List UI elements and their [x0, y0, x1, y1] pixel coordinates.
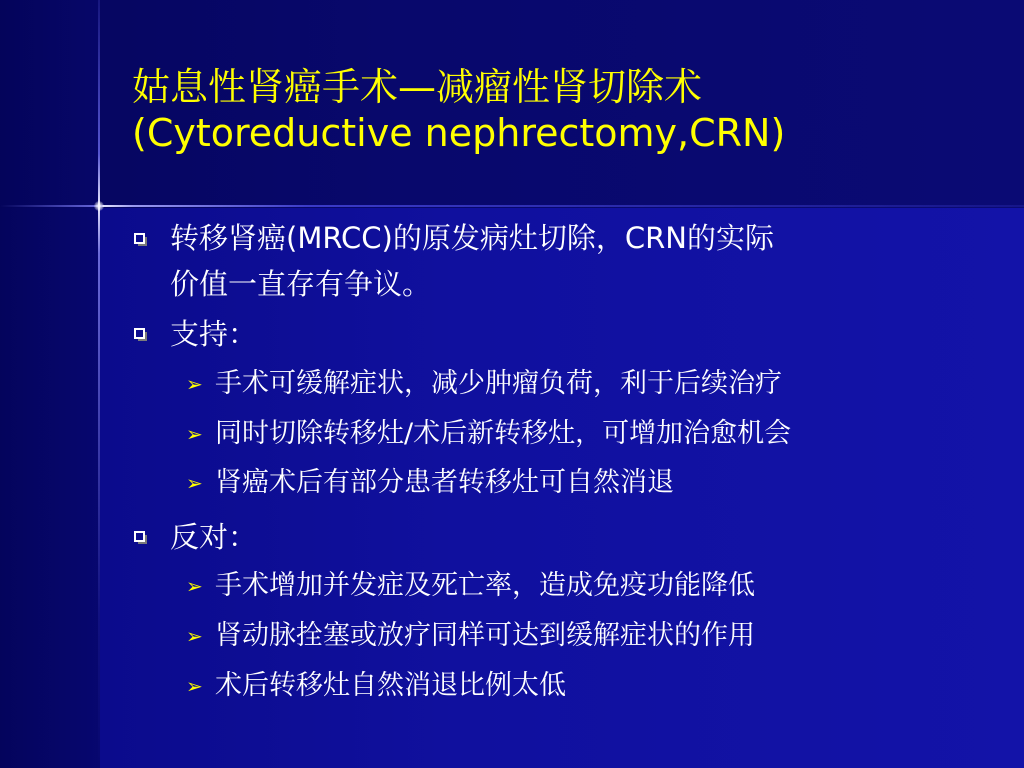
oppose-item-3: 术后转移灶自然消退比例太低 — [215, 670, 566, 701]
support-item-3: 肾癌术后有部分患者转移灶可自然消退 — [215, 467, 674, 498]
support-item-1: 手术可缓解症状，减少肿瘤负荷，利于后续治疗 — [215, 368, 782, 399]
support-item-2: 同时切除转移灶/术后新转移灶，可增加治愈机会 — [215, 418, 792, 449]
checkbox-bullet-icon — [134, 233, 145, 244]
checkbox-bullet-icon — [134, 328, 145, 339]
title-line-1: 姑息性肾癌手术—减瘤性肾切除术 — [132, 65, 703, 109]
oppose-item-1: 手术增加并发症及死亡率，造成免疫功能降低 — [215, 570, 755, 601]
arrowhead-bullet-icon: ➢ — [186, 372, 203, 396]
arrowhead-bullet-icon: ➢ — [186, 574, 203, 598]
title-line-2: (Cytoreductive nephrectomy,CRN) — [132, 111, 786, 155]
checkbox-bullet-icon — [134, 531, 145, 542]
arrowhead-bullet-icon: ➢ — [186, 471, 203, 495]
bullet-1-line-2: 价值一直存有争议。 — [170, 267, 432, 301]
bullet-3-label: 反对： — [170, 520, 258, 554]
bullet-1-line-1: 转移肾癌(MRCC)的原发病灶切除，CRN的实际 — [170, 221, 774, 255]
arrowhead-bullet-icon: ➢ — [186, 624, 203, 648]
arrowhead-bullet-icon: ➢ — [186, 422, 203, 446]
arrowhead-bullet-icon: ➢ — [186, 674, 203, 698]
oppose-item-2: 肾动脉拴塞或放疗同样可达到缓解症状的作用 — [215, 620, 755, 651]
bullet-2-label: 支持： — [170, 317, 258, 351]
